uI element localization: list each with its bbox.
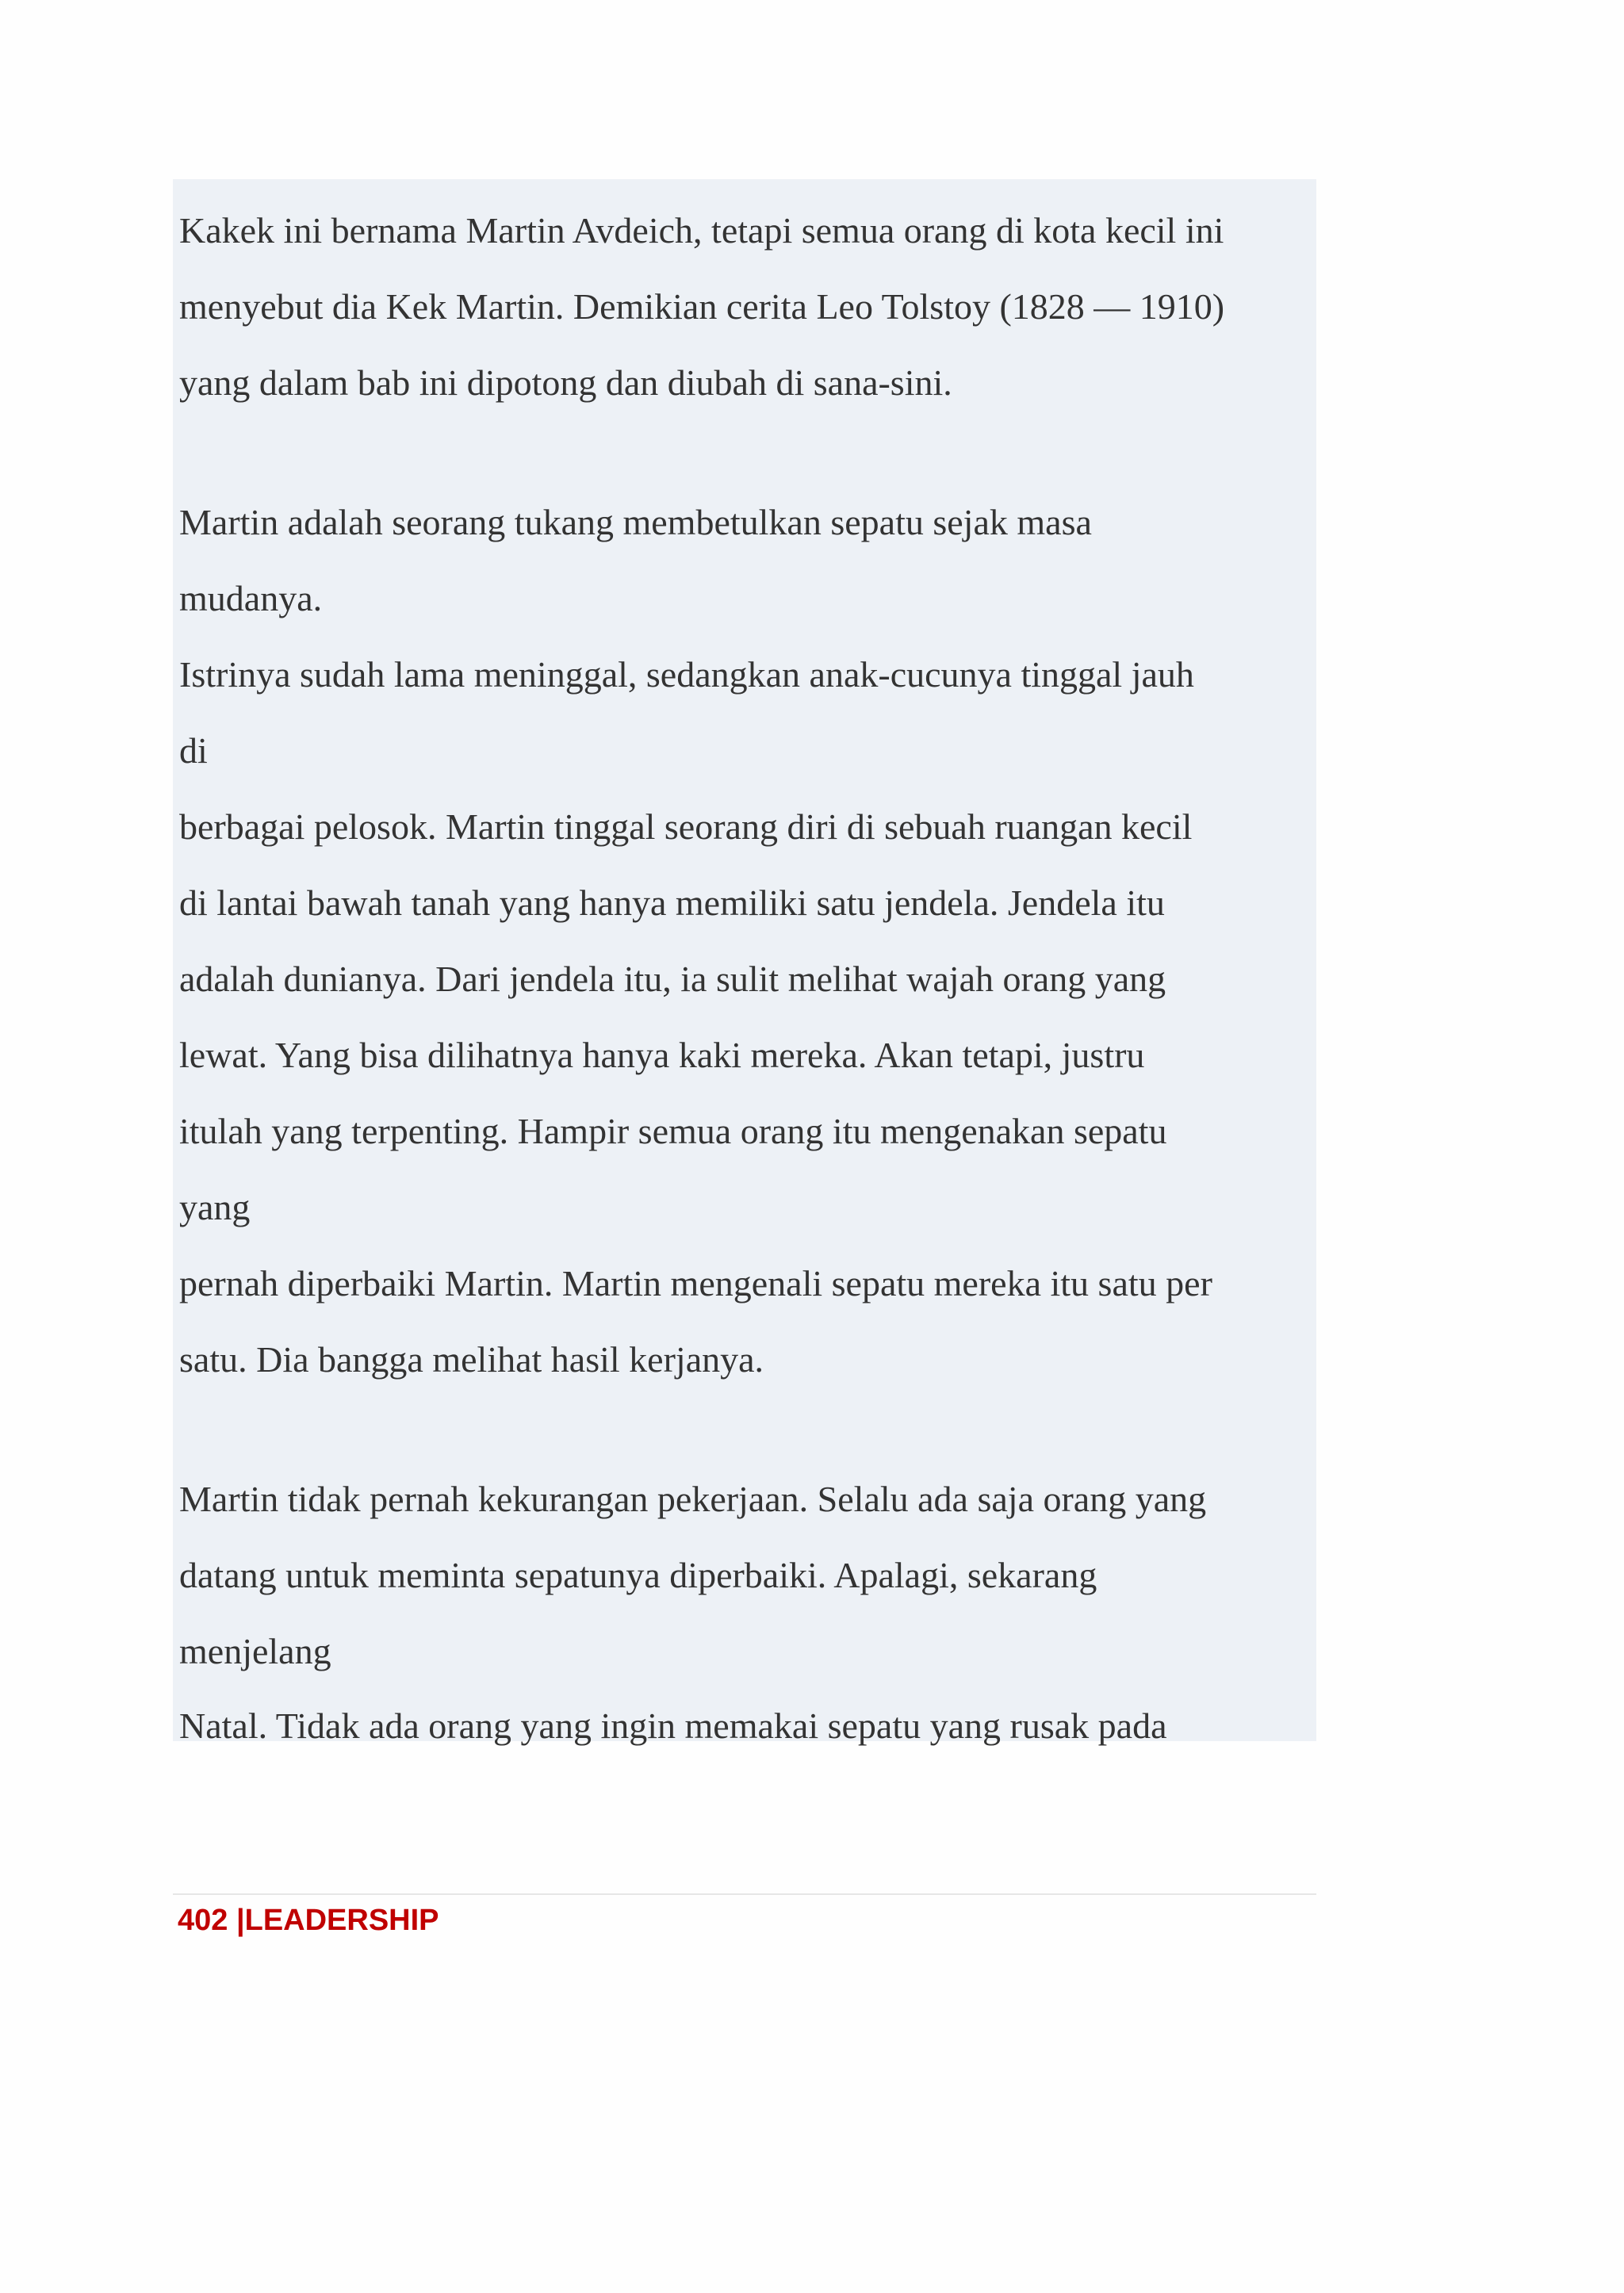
body-line-7: di [179, 730, 208, 771]
body-line-9: di lantai bawah tanah yang hanya memiliki satu jendela. Jendela itu [179, 882, 1165, 923]
page-number: 402 [178, 1904, 228, 1937]
body-line-15: satu. Dia bangga melihat hasil kerjanya. [179, 1339, 764, 1380]
body-line-14: pernah diperbaiki Martin. Martin mengenali sepatu mereka itu satu per [179, 1263, 1212, 1303]
highlighted-text-block [173, 179, 1316, 1746]
body-line-17: datang untuk meminta sepatunya diperbaiki. Apalagi, sekarang [179, 1555, 1097, 1595]
body-line-5: mudanya. [179, 578, 323, 618]
body-line-2: menyebut dia Kek Martin. Demikian cerita Leo Tolstoy (1828 — 1910) [179, 286, 1225, 327]
body-line-10: adalah dunianya. Dari jendela itu, ia sulit melihat wajah orang yang [179, 959, 1166, 999]
body-line-6: Istrinya sudah lama meninggal, sedangkan anak-cucunya tinggal jauh [179, 654, 1194, 695]
body-line-12: itulah yang terpenting. Hampir semua orang itu mengenakan sepatu [179, 1111, 1167, 1151]
body-line-16: Martin tidak pernah kekurangan pekerjaan. Selalu ada saja orang yang [179, 1479, 1207, 1519]
body-line-8: berbagai pelosok. Martin tinggal seorang diri di sebuah ruangan kecil [179, 806, 1193, 847]
body-line-13: yang [179, 1187, 251, 1227]
footer-divider [173, 1893, 1316, 1895]
book-title: LEADERSHIP [244, 1904, 439, 1937]
footer-separator: | [228, 1904, 245, 1937]
page-footer [178, 1900, 439, 1941]
body-line-3: yang dalam bab ini dipotong dan diubah di sana-sini. [179, 362, 952, 403]
body-line-1: Kakek ini bernama Martin Avdeich, tetapi semua orang di kota kecil ini [179, 210, 1224, 251]
body-line-18: menjelang [179, 1631, 331, 1671]
body-line-11: lewat. Yang bisa dilihatnya hanya kaki mereka. Akan tetapi, justru [179, 1035, 1145, 1075]
body-line-19: Natal. Tidak ada orang yang ingin memakai sepatu yang rusak pada [179, 1705, 1167, 1746]
body-line-4: Martin adalah seorang tukang membetulkan sepatu sejak masa [179, 502, 1092, 542]
